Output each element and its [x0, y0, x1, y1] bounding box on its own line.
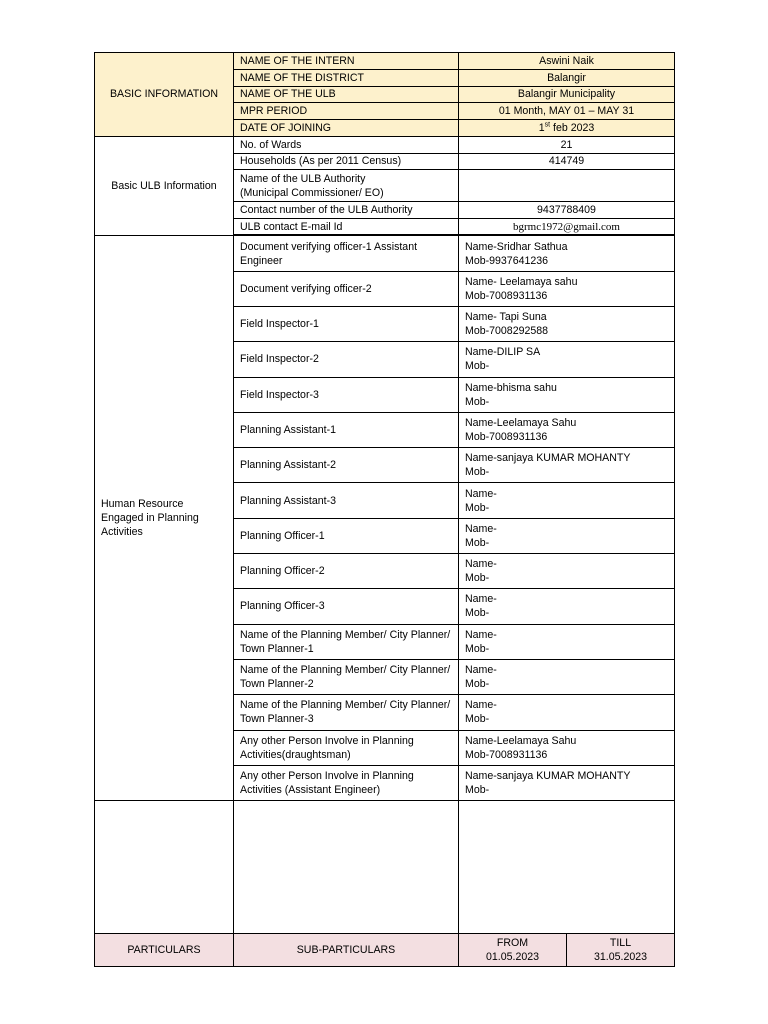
hr-role: Planning Officer-1: [234, 518, 459, 553]
hr-name: Name-: [465, 593, 497, 606]
basic-info-row: [95, 53, 675, 70]
date-month-year: feb 2023: [550, 122, 595, 135]
from-date: 01.05.2023: [485, 951, 540, 964]
hr-mob: Mob-: [465, 395, 490, 408]
basic-info-value: Aswini Naik: [459, 53, 675, 70]
hr-mob: Mob-: [465, 501, 490, 514]
hr-role: Planning Assistant-1: [234, 412, 459, 447]
hr-contact: [459, 306, 675, 341]
ulb-info-label: ULB contact E-mail Id: [234, 218, 459, 235]
hr-name: Name- Leelamaya sahu: [465, 275, 578, 288]
footer-row: [95, 934, 675, 967]
hr-name: Name-: [465, 558, 497, 571]
ulb-info-value: 21: [459, 136, 675, 153]
till-date: 31.05.2023: [593, 951, 648, 964]
hr-name: Name-Leelamaya Sahu: [465, 734, 577, 747]
hr-role: Planning Assistant-2: [234, 448, 459, 483]
till-label: TILL: [609, 937, 632, 950]
hr-name: Name-sanjaya KUMAR MOHANTY: [465, 769, 631, 782]
hr-mob: Mob-: [465, 536, 490, 549]
ulb-info-label: Households (As per 2011 Census): [234, 153, 459, 170]
blank-cell: [95, 801, 234, 934]
hr-contact: [459, 483, 675, 518]
hr-role: Document verifying officer-1 Assistant Engineer: [234, 236, 459, 271]
basic-info-section-label: BASIC INFORMATION: [95, 53, 234, 137]
basic-info-label: NAME OF THE DISTRICT: [234, 69, 459, 86]
hr-role: Field Inspector-1: [234, 306, 459, 341]
hr-row: [95, 236, 675, 271]
hr-contact: [459, 730, 675, 765]
hr-contact: [459, 589, 675, 624]
hr-contact: [459, 377, 675, 412]
hr-role: Field Inspector-3: [234, 377, 459, 412]
hr-name: Name-: [465, 699, 497, 712]
hr-mob: Mob-7008931136: [465, 289, 548, 302]
ulb-info-row: [95, 136, 675, 153]
hr-role: Document verifying officer-2: [234, 271, 459, 306]
blank-row: [95, 801, 675, 934]
hr-name: Name-: [465, 522, 497, 535]
ulb-info-label: No. of Wards: [234, 136, 459, 153]
ulb-info-value: 414749: [459, 153, 675, 170]
hr-mob: Mob-7008931136: [465, 430, 548, 443]
hr-role: Any other Person Involve in Planning Activities(draughtsman): [234, 730, 459, 765]
basic-info-value: Balangir Municipality: [459, 86, 675, 103]
hr-section-label: Human Resource Engaged in Planning Activities: [95, 236, 234, 801]
hr-contact: [459, 236, 675, 271]
hr-mob: Mob-: [465, 466, 490, 479]
ulb-info-label: Contact number of the ULB Authority: [234, 202, 459, 219]
particulars-header: PARTICULARS: [95, 934, 234, 967]
date-of-joining-value: [459, 120, 675, 137]
hr-name: Name-Leelamaya Sahu: [465, 416, 577, 429]
from-label: FROM: [496, 937, 529, 950]
hr-role: Name of the Planning Member/ City Planner/ Town Planner-2: [234, 659, 459, 694]
hr-contact: [459, 659, 675, 694]
hr-contact: [459, 765, 675, 800]
ulb-email-value: bgrmc1972@gmail.com: [459, 218, 675, 235]
hr-role: Planning Officer-2: [234, 554, 459, 589]
hr-name: Name-bhisma sahu: [465, 381, 557, 394]
hr-name: Name-sanjaya KUMAR MOHANTY: [465, 452, 631, 465]
ulb-authority-label-line1: Name of the ULB Authority: [240, 172, 366, 185]
hr-mob: Mob-7008292588: [465, 325, 549, 338]
basic-info-label: NAME OF THE ULB: [234, 86, 459, 103]
from-header: [459, 934, 567, 967]
hr-contact: [459, 554, 675, 589]
hr-role: Name of the Planning Member/ City Planner/ Town Planner-1: [234, 624, 459, 659]
hr-name: Name- Tapi Suna: [465, 311, 547, 324]
basic-info-label: NAME OF THE INTERN: [234, 53, 459, 70]
hr-mob: Mob-: [465, 783, 490, 796]
basic-info-value: 01 Month, MAY 01 – MAY 31: [459, 103, 675, 120]
hr-contact: [459, 271, 675, 306]
hr-contact: [459, 518, 675, 553]
hr-contact: [459, 448, 675, 483]
hr-name: Name-Sridhar Sathua: [465, 240, 568, 253]
hr-name: Name-DILIP SA: [465, 346, 541, 359]
hr-mob: Mob-7008931136: [465, 748, 548, 761]
ulb-authority-value: [459, 170, 675, 202]
till-header: [567, 934, 675, 967]
hr-role: Planning Assistant-3: [234, 483, 459, 518]
hr-mob: Mob-: [465, 642, 490, 655]
sub-particulars-header: SUB-PARTICULARS: [234, 934, 459, 967]
blank-cell: [459, 801, 675, 934]
hr-role: Field Inspector-2: [234, 342, 459, 377]
hr-mob: Mob-: [465, 360, 490, 373]
hr-contact: [459, 695, 675, 730]
date-ordinal-suffix: st: [544, 121, 551, 129]
blank-cell: [234, 801, 459, 934]
hr-mob: Mob-: [465, 678, 490, 691]
basic-info-label: DATE OF JOINING: [234, 120, 459, 137]
hr-contact: [459, 342, 675, 377]
hr-name: Name-: [465, 664, 497, 677]
hr-name: Name-: [465, 487, 497, 500]
ulb-contact-number: 9437788409: [459, 202, 675, 219]
date-day: 1: [538, 122, 545, 135]
hr-contact: [459, 624, 675, 659]
hr-mob: Mob-: [465, 607, 490, 620]
hr-mob: Mob-: [465, 713, 490, 726]
basic-info-value: Balangir: [459, 69, 675, 86]
hr-role: Any other Person Involve in Planning Activities (Assistant Engineer): [234, 765, 459, 800]
ulb-authority-label-line2: (Municipal Commissioner/ EO): [240, 186, 384, 199]
hr-mob: Mob-: [465, 572, 490, 585]
hr-role: Planning Officer-3: [234, 589, 459, 624]
ulb-info-section-label: Basic ULB Information: [95, 136, 234, 235]
hr-contact: [459, 412, 675, 447]
intern-report-table: [94, 52, 675, 967]
hr-role: Name of the Planning Member/ City Planner/ Town Planner-3: [234, 695, 459, 730]
hr-name: Name-: [465, 628, 497, 641]
hr-mob: Mob-9937641236: [465, 254, 549, 267]
basic-info-label: MPR PERIOD: [234, 103, 459, 120]
ulb-authority-label: [234, 170, 459, 202]
